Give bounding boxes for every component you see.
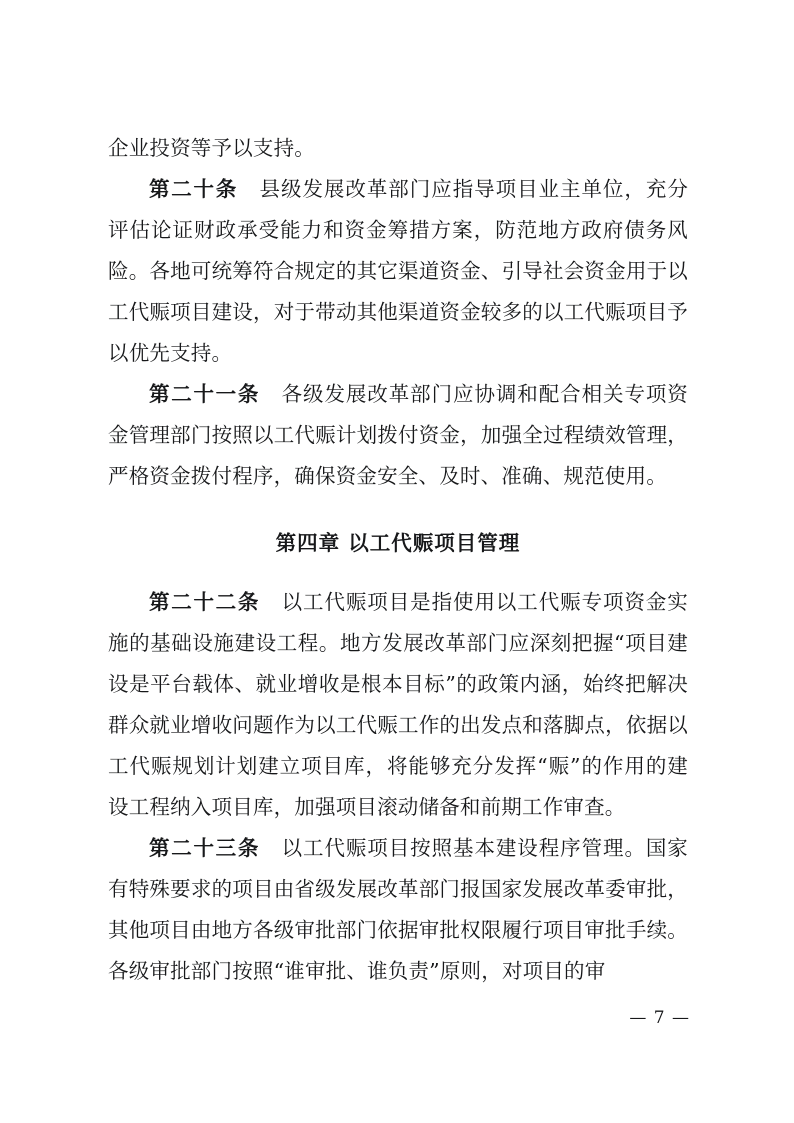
article-22-label: 第二十二条 — [149, 590, 261, 614]
document-body — [108, 128, 688, 992]
page-number: — 7 — — [629, 1008, 690, 1028]
article-20-text: 县级发展改革部门应指导项目业主单位，充分评估论证财政承受能力和资金筹措方案，防范地方政府债务风险。各地可统筹符合规定的其它渠道资金、引导社会资金用于以工代赈项目建设，对于带动其他渠道资金较多的以工代赈项目予以优先支持。 — [108, 177, 689, 365]
article-23-label: 第二十三条 — [149, 836, 261, 860]
paragraph-text: 企业投资等予以支持。 — [108, 136, 315, 160]
article-20-label: 第二十条 — [149, 177, 239, 201]
article-23-text: 以工代赈项目按照基本建设程序管理。国家有特殊要求的项目由省级发展改革部门报国家发展改革委审批，其他项目由地方各级审批部门依据审批权限履行项目审批手续。各级审批部门按照“谁审批、谁负责”原则，对项目的审 — [108, 836, 689, 983]
article-21-label: 第二十一条 — [149, 382, 261, 406]
chapter-4-heading: 第四章 以工代赈项目管理 — [275, 531, 521, 555]
article-22-paragraph — [108, 582, 688, 828]
article-21-paragraph — [108, 374, 688, 497]
article-23-paragraph — [108, 828, 688, 992]
paragraph-continuation — [108, 128, 688, 169]
article-22-text: 以工代赈项目是指使用以工代赈专项资金实施的基础设施建设工程。地方发展改革部门应深刻把握“项目建设是平台载体、就业增收是根本目标”的政策内涵，始终把解决群众就业增收问题作为以工代赈工作的出发点和落脚点，依据以工代赈规划计划建立项目库，将能够充分发挥“赈”的作用的建设工程纳入项目库，加强项目滚动储备和前期工作审查。 — [108, 590, 689, 819]
article-20-paragraph — [108, 169, 688, 374]
article-21-text: 各级发展改革部门应协调和配合相关专项资金管理部门按照以工代赈计划拨付资金，加强全过程绩效管理，严格资金拨付程序，确保资金安全、及时、准确、规范使用。 — [108, 382, 689, 488]
